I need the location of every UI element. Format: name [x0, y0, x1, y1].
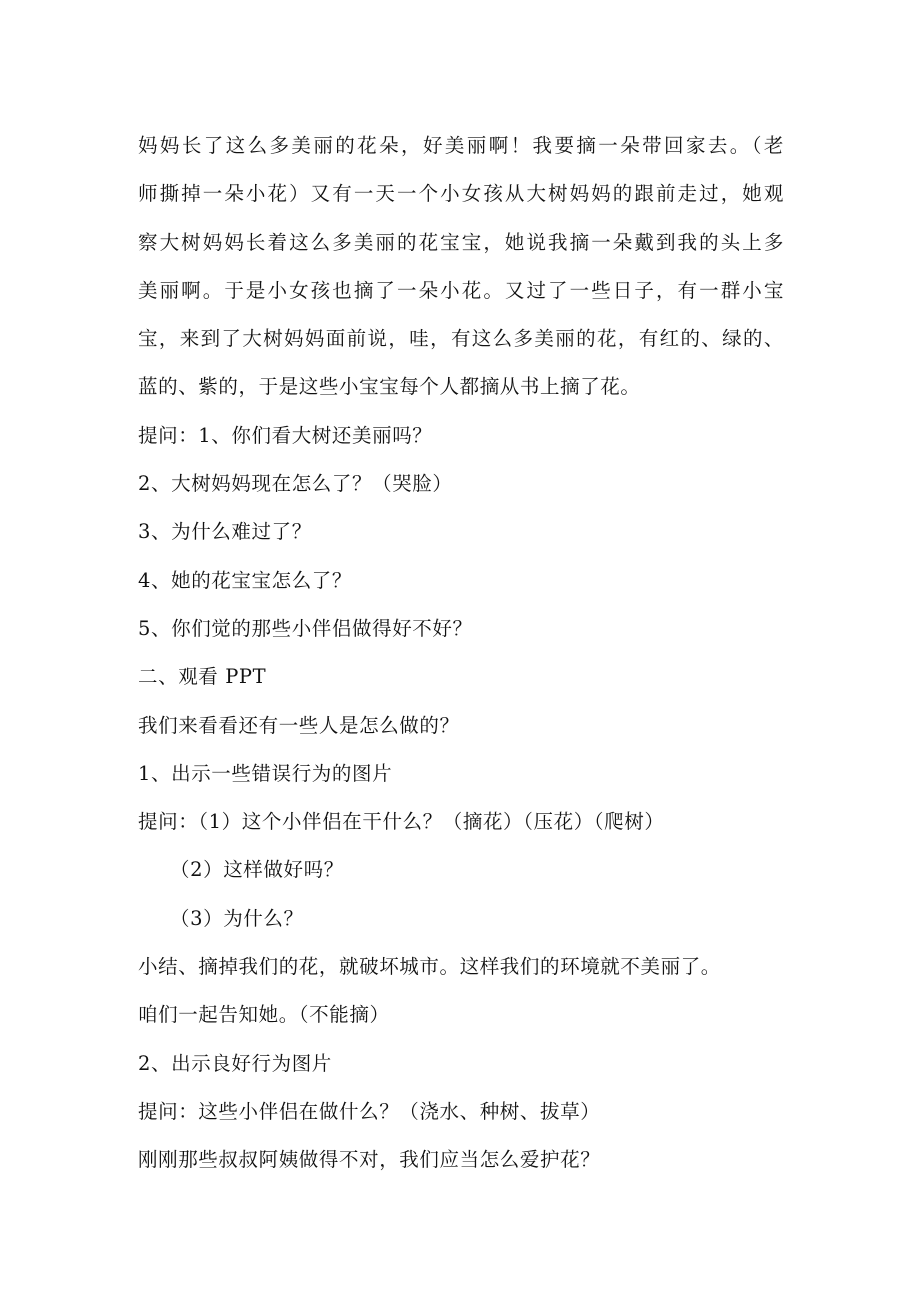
paragraph-line-1: 妈妈长了这么多美丽的花朵，好美丽啊！我要摘一朵带回家去。（老	[138, 134, 784, 157]
question-line-6: 提问：（1）这个小伴侣在干什么？（摘花）（压花）（爬树）	[138, 810, 665, 834]
step-line-2: 2、出示良好行为图片	[138, 1051, 332, 1075]
paragraph-line-3: 察大树妈妈长着这么多美丽的花宝宝，她说我摘一朵戴到我的头上多	[138, 230, 784, 254]
step-line-1: 1、出示一些错误行为的图片	[138, 761, 393, 785]
question-line-1: 提问：1、你们看大树还美丽吗？	[138, 423, 433, 447]
text-line: 我们来看看还有一些人是怎么做的？	[138, 713, 460, 737]
document-body	[138, 122, 788, 1185]
paragraph-line-6: 蓝的、紫的，于是这些小宝宝每个人都摘从书上摘了花。	[138, 375, 641, 399]
section-heading: 二、观看 PPT	[138, 665, 267, 689]
text-line: 刚刚那些叔叔阿姨做得不对，我们应当怎么爱护花？	[138, 1148, 601, 1172]
question-line-7: 提问：这些小伴侣在做什么？（浇水、种树、拔草）	[138, 1099, 601, 1123]
question-line-5: 5、你们觉的那些小伴侣做得好不好？	[138, 616, 473, 640]
paragraph-line-4: 美丽啊。于是小女孩也摘了一朵小花。又过了一些日子，有一群小宝	[138, 278, 784, 302]
question-line-4: 4、她的花宝宝怎么了？	[138, 568, 353, 592]
paragraph-line-2: 师撕掉一朵小花）又有一天一个小女孩从大树妈妈的跟前走过，她观	[138, 182, 784, 206]
summary-line: 小结、摘掉我们的花，就破坏城市。这样我们的环境就不美丽了。	[138, 955, 721, 979]
paragraph-line-5: 宝，来到了大树妈妈面前说，哇，有这么多美丽的花，有红的、绿的、	[138, 327, 784, 351]
question-sub-line-3: （3）为什么？	[170, 906, 304, 930]
question-line-2: 2、大树妈妈现在怎么了？（哭脸）	[138, 472, 453, 496]
question-sub-line-2: （2）这样做好吗？	[170, 858, 344, 882]
question-line-3: 3、为什么难过了？	[138, 520, 312, 544]
text-line: 咱们一起告知她。（不能摘）	[138, 1003, 390, 1027]
